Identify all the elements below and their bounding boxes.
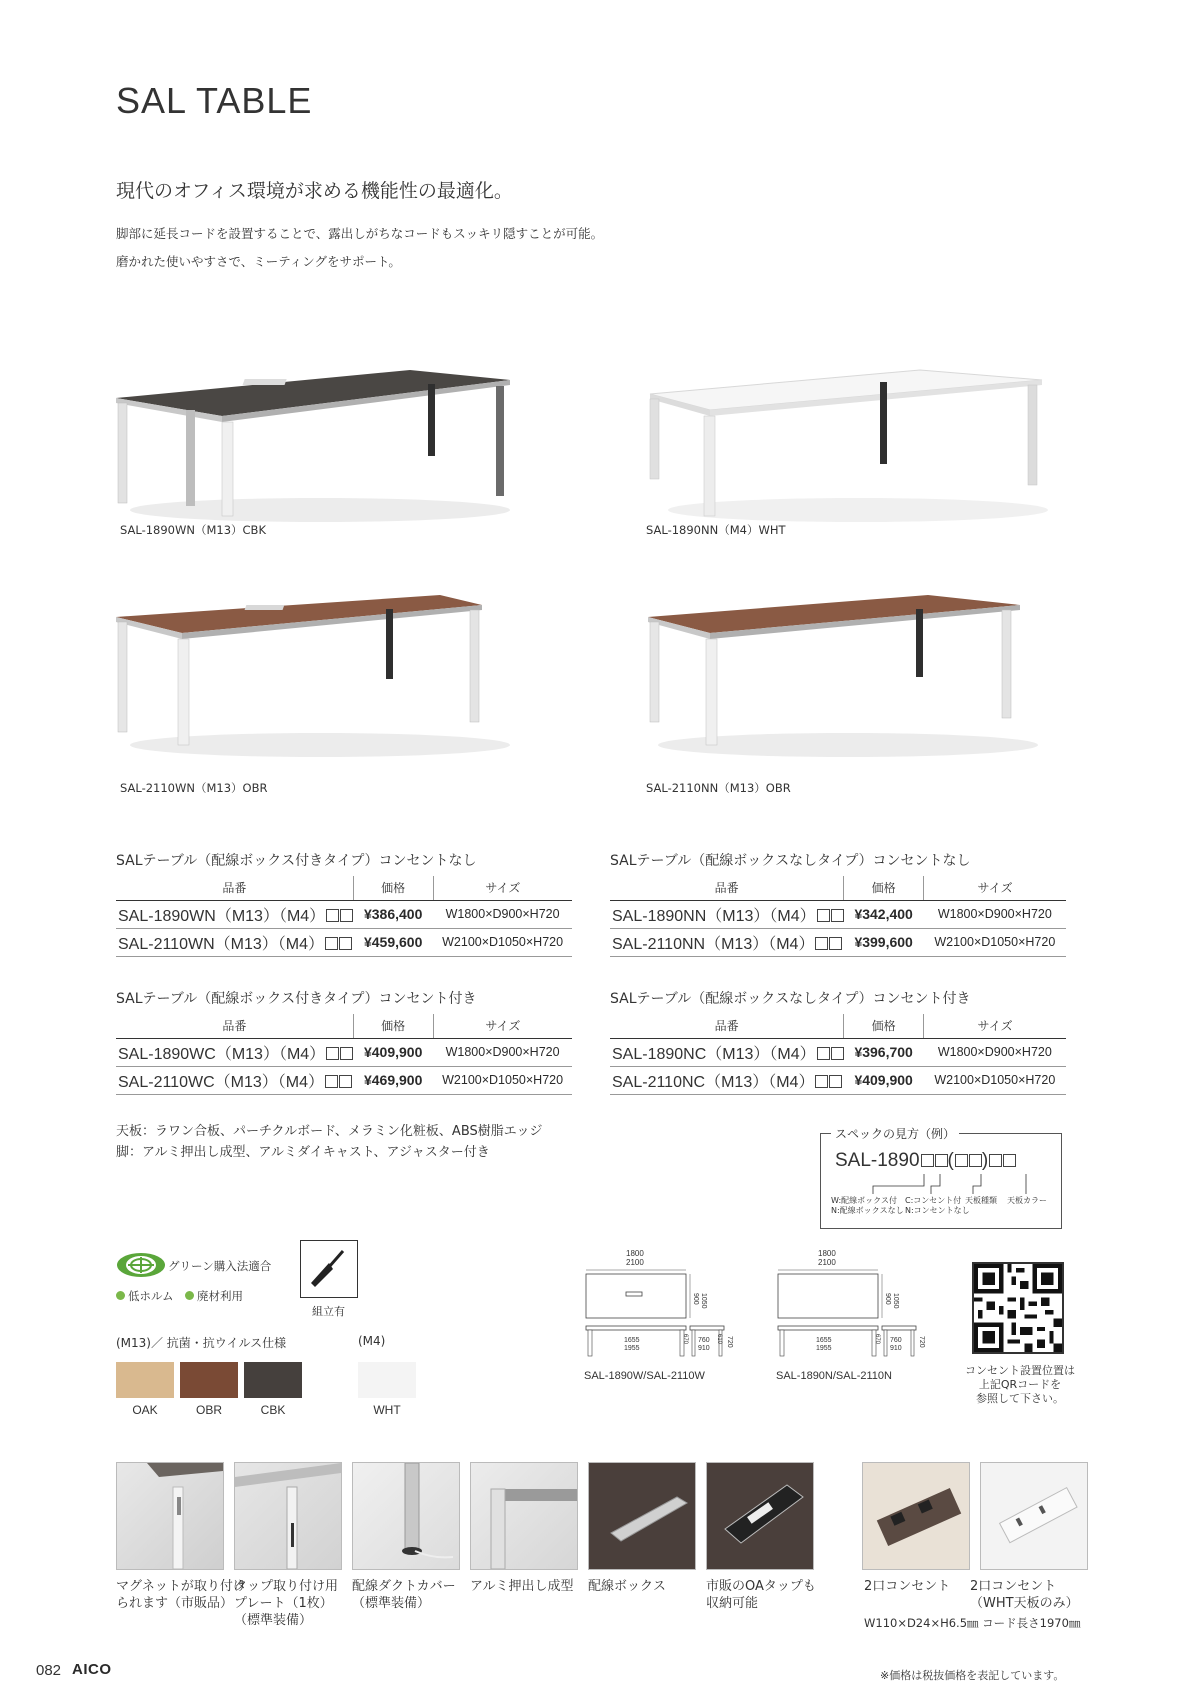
product-photo-3 xyxy=(110,580,530,784)
detail-image-outlet xyxy=(862,1462,970,1570)
price: ¥396,700 xyxy=(844,1038,924,1066)
price: ¥342,400 xyxy=(844,900,924,928)
headline: 現代のオフィス環境が求める機能性の最適化。 xyxy=(116,180,513,202)
dim-text: 720 xyxy=(918,1336,925,1348)
swatch-obr xyxy=(180,1362,238,1398)
price: ¥409,900 xyxy=(353,1038,433,1066)
detail-image-aluminum xyxy=(470,1462,578,1570)
size: W1800×D900×H720 xyxy=(924,900,1066,928)
detail-caption: 配線ボックス xyxy=(588,1579,666,1594)
table-row xyxy=(116,928,572,956)
drawing-n-type xyxy=(776,1248,946,1358)
table-row xyxy=(610,928,1066,956)
spec-note-3: 天板種類 xyxy=(965,1196,997,1205)
dim-text: 1050 xyxy=(700,1293,707,1309)
material-top: 天板：ラワン合板、パーチクルボード、メラミン化粧板、ABS樹脂エッジ xyxy=(116,1124,543,1139)
table-4-title: SALテーブル（配線ボックスなしタイプ）コンセント付き xyxy=(610,991,971,1007)
dim-text: 1955 xyxy=(624,1345,640,1352)
dim-text: 910 xyxy=(890,1345,902,1352)
page-number: 082 xyxy=(36,1662,62,1679)
swatch-label: OBR xyxy=(195,1403,222,1417)
col-header: 価格 xyxy=(353,1014,433,1038)
outlet-size: W110×D24×H6.5㎜ コード長さ1970㎜ xyxy=(864,1616,1081,1630)
green-dot-icon xyxy=(185,1291,194,1300)
detail-image-outlet-wht xyxy=(980,1462,1088,1570)
product-code: SAL-1890WC（M13）（M4） xyxy=(118,1045,326,1063)
assembly-label: 組立有 xyxy=(312,1305,345,1318)
page-title: SAL TABLE xyxy=(116,80,313,121)
table-illustration xyxy=(638,350,1058,550)
drawing-label-w: SAL-1890W/SAL-2110W xyxy=(584,1370,705,1382)
spec-note-2: C:コンセント付 N:コンセントなし xyxy=(905,1196,970,1215)
detail-image-wire-box xyxy=(588,1462,696,1570)
dim-text: 1050 xyxy=(892,1293,899,1309)
col-header: 価格 xyxy=(844,1014,924,1038)
product-code: SAL-1890WN（M13）（M4） xyxy=(118,907,326,925)
dim-text: 2100 xyxy=(818,1258,836,1267)
dim-text: 1800 xyxy=(626,1249,644,1258)
price: ¥469,900 xyxy=(353,1066,433,1094)
eco-item-text: 廃材利用 xyxy=(197,1289,243,1303)
table-illustration xyxy=(110,350,530,550)
col-header: サイズ xyxy=(924,876,1066,900)
finish-group-m13: (M13)／ 抗菌・抗ウイルス仕様 xyxy=(116,1336,287,1350)
price-table-1 xyxy=(116,876,572,957)
price: ¥409,900 xyxy=(844,1066,924,1094)
product-caption-4: SAL-2110NN（M13）OBR xyxy=(646,781,791,795)
dim-text: 900 xyxy=(692,1293,699,1305)
col-header: 品番 xyxy=(116,1014,353,1038)
product-caption-3: SAL-2110WN（M13）OBR xyxy=(120,781,268,795)
swatch-oak xyxy=(116,1362,174,1398)
drawing-label-n: SAL-1890N/SAL-2110N xyxy=(776,1370,892,1382)
detail-image-duct-cover xyxy=(352,1462,460,1570)
finish-group-m4: (M4) xyxy=(358,1334,386,1348)
spec-model-text: SAL-1890 xyxy=(835,1150,920,1171)
swatch-cbk xyxy=(244,1362,302,1398)
spec-guide xyxy=(820,1127,1062,1229)
dim-text: 760 xyxy=(698,1337,710,1344)
product-code: SAL-2110WC（M13）（M4） xyxy=(118,1073,324,1091)
brand-logo: AICO xyxy=(72,1661,112,1678)
col-header: サイズ xyxy=(433,1014,572,1038)
dim-text: 610 xyxy=(716,1334,722,1345)
size: W1800×D900×H720 xyxy=(924,1038,1066,1066)
product-code: SAL-2110WN（M13）（M4） xyxy=(118,935,324,953)
detail-image-oa-tap xyxy=(706,1462,814,1570)
description-line-1: 脚部に延長コードを設置することで、露出しがちなコードもスッキリ隠すことが可能。 xyxy=(116,226,604,241)
dim-text: 900 xyxy=(884,1293,891,1305)
dim-text: 720 xyxy=(726,1336,733,1348)
eco-item-2 xyxy=(185,1288,243,1304)
spec-note-1: W:配線ボックス付 N:配線ボックスなし xyxy=(831,1196,904,1215)
swatch-label: OAK xyxy=(132,1403,158,1417)
size: W1800×D900×H720 xyxy=(433,900,572,928)
green-dot-icon xyxy=(116,1291,125,1300)
swatch-label: WHT xyxy=(373,1403,401,1417)
size: W2100×D1050×H720 xyxy=(924,1066,1066,1094)
detail-caption: アルミ押出し成型 xyxy=(470,1579,574,1594)
size: W2100×D1050×H720 xyxy=(433,1066,572,1094)
eco-item-1 xyxy=(116,1288,174,1304)
price: ¥386,400 xyxy=(353,900,433,928)
price-table-3 xyxy=(116,1014,572,1095)
product-code: SAL-2110NN（M13）（M4） xyxy=(612,935,815,953)
size: W2100×D1050×H720 xyxy=(924,928,1066,956)
product-code: SAL-2110NC（M13）（M4） xyxy=(612,1073,815,1091)
col-header: 品番 xyxy=(116,876,353,900)
dim-text: 1955 xyxy=(816,1345,832,1352)
detail-image-magnet xyxy=(116,1462,224,1570)
table-2-title: SALテーブル（配線ボックスなしタイプ）コンセントなし xyxy=(610,853,971,869)
dim-text: 2100 xyxy=(626,1258,644,1267)
dim-text: 670 xyxy=(682,1334,688,1345)
detail-image-tap-plate xyxy=(234,1462,342,1570)
price: ¥459,600 xyxy=(353,928,433,956)
product-code: SAL-1890NC（M13）（M4） xyxy=(612,1045,816,1063)
col-header: サイズ xyxy=(433,876,572,900)
col-header: サイズ xyxy=(924,1014,1066,1038)
price: ¥399,600 xyxy=(844,928,924,956)
detail-caption: マグネットが取り付け られます（市販品） xyxy=(116,1579,246,1611)
eco-item-text: 低ホルム xyxy=(128,1289,174,1303)
table-1-title: SALテーブル（配線ボックス付きタイプ）コンセントなし xyxy=(116,853,477,869)
table-row xyxy=(610,1038,1066,1066)
detail-caption: 2口コンセント （WHT天板のみ） xyxy=(970,1579,1079,1611)
col-header: 品番 xyxy=(610,1014,844,1038)
table-row xyxy=(116,1038,572,1066)
qr-code-icon xyxy=(974,1264,1062,1352)
dim-text: 1655 xyxy=(816,1337,832,1344)
detail-caption: 配線ダクトカバー （標準装備） xyxy=(352,1579,456,1611)
swatch-wht xyxy=(358,1362,416,1398)
product-code: SAL-1890NN（M13）（M4） xyxy=(612,907,816,925)
description-line-2: 磨かれた使いやすさで、ミーティングをサポート。 xyxy=(116,254,401,269)
dim-text: 760 xyxy=(890,1337,902,1344)
dim-text: 1800 xyxy=(818,1249,836,1258)
col-header: 価格 xyxy=(844,876,924,900)
table-row xyxy=(610,900,1066,928)
product-photo-4 xyxy=(638,580,1058,784)
price-table-2 xyxy=(610,876,1066,957)
detail-caption: 市販のOAタップも 収納可能 xyxy=(706,1579,816,1611)
assembly-icon xyxy=(300,1240,358,1298)
material-legs: 脚：アルミ押出し成型、アルミダイキャスト、アジャスター付き xyxy=(116,1145,490,1160)
spec-guide-title: スペックの見方（例） xyxy=(831,1125,959,1142)
green-purchase-label: グリーン購入法適合 xyxy=(168,1259,272,1273)
price-note: ※価格は税抜価格を表記しています。 xyxy=(880,1669,1065,1682)
spec-note-4: 天板カラー xyxy=(1007,1196,1047,1205)
size: W2100×D1050×H720 xyxy=(433,928,572,956)
product-caption-1: SAL-1890WN（M13）CBK xyxy=(120,523,266,537)
qr-code[interactable] xyxy=(972,1262,1064,1354)
dim-text: 670 xyxy=(874,1334,880,1345)
qr-note: コンセント設置位置は 上記QRコードを 参照して下さい。 xyxy=(965,1364,1075,1405)
col-header: 価格 xyxy=(353,876,433,900)
product-caption-2: SAL-1890NN（M4）WHT xyxy=(646,523,786,537)
drawing-w-type xyxy=(584,1248,754,1358)
price-table-4 xyxy=(610,1014,1066,1095)
dim-text: 910 xyxy=(698,1345,710,1352)
spec-guide-model: SAL-1890 ( ) xyxy=(835,1150,1016,1172)
detail-caption: 2口コンセント xyxy=(864,1579,951,1594)
green-purchase-logo-icon xyxy=(116,1252,166,1278)
table-3-title: SALテーブル（配線ボックス付きタイプ）コンセント付き xyxy=(116,991,477,1007)
swatch-label: CBK xyxy=(260,1403,286,1417)
dim-text: 1655 xyxy=(624,1337,640,1344)
table-row xyxy=(116,900,572,928)
table-row xyxy=(610,1066,1066,1094)
size: W1800×D900×H720 xyxy=(433,1038,572,1066)
col-header: 品番 xyxy=(610,876,844,900)
table-row xyxy=(116,1066,572,1094)
table-illustration xyxy=(638,580,1058,780)
table-illustration xyxy=(110,580,530,780)
detail-caption: タップ取り付け用 プレート（1枚） （標準装備） xyxy=(234,1579,339,1628)
